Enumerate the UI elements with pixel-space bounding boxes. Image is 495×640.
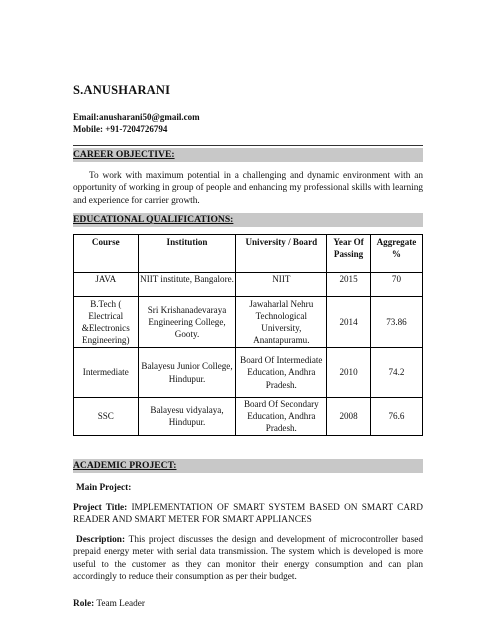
column-header-institution: Institution [138, 235, 236, 273]
project-role-label: Role: [73, 599, 95, 609]
table-cell: 2008 [327, 398, 371, 436]
column-header-aggregate: Aggregate % [370, 235, 422, 273]
project-role [73, 598, 423, 610]
project-title-label: Project Title: [73, 503, 128, 513]
table-cell: 2010 [327, 348, 371, 398]
career-objective-text: To work with maximum potential in a challenging and dynamic environment with an opportunity of working in group of people and enhancing my professional skills with learning and experience for carrier growth. [73, 171, 423, 206]
table-cell: Board Of Secondary Education, Andhra Pradesh. [236, 398, 327, 436]
project-description-label: Description: [76, 535, 126, 545]
table-cell: SSC [74, 398, 139, 436]
column-header-university: University / Board [236, 235, 327, 273]
academic-project-heading: ACADEMIC PROJECT: [73, 459, 423, 473]
table-cell: JAVA [74, 273, 139, 297]
table-cell: Intermediate [74, 348, 139, 398]
candidate-name: S.ANUSHARANI [73, 83, 171, 97]
table-cell: 2014 [327, 297, 371, 348]
table-cell: NIIT [236, 273, 327, 297]
table-cell: Jawaharlal Nehru Technological University, Anantapuramu. [236, 297, 327, 348]
project-title-text: IMPLEMENTATION OF SMART SYSTEM BASED ON SMART CARD READER AND SMART METER FOR SMART APPLIANCES [73, 503, 424, 526]
table-row [74, 398, 423, 436]
table-cell: NIIT institute, Bangalore. [138, 273, 236, 297]
divider [73, 145, 423, 146]
table-cell: B.Tech ( Electrical &Electronics Engineering) [74, 297, 139, 348]
table-row [74, 297, 423, 348]
column-header-year: Year Of Passing [327, 235, 371, 273]
table-cell: 2015 [327, 273, 371, 297]
mobile-line: Mobile: +91-7204726794 [73, 124, 168, 134]
main-project-label: Main Project: [76, 483, 132, 493]
email-line: Email:anusharani50@gmail.com [73, 112, 200, 122]
table-cell: Board Of Intermediate Education, Andhra Pradesh. [236, 348, 327, 398]
table-cell: 74.2 [370, 348, 422, 398]
education-table [73, 234, 423, 436]
project-description-text: This project discusses the design and development of microcontroller based prepaid energy meter with serial data transmission. The system which is developed is more useful to the customer as they can monitor their energy consumption and can plan accordingly to reduce their consumption as per their budget. [73, 535, 424, 582]
column-header-course: Course [74, 235, 139, 273]
table-cell: Sri Krishanadevaraya Engineering College, Gooty. [138, 297, 236, 348]
project-role-text: Team Leader [96, 599, 145, 609]
education-heading: EDUCATIONAL QUALIFICATIONS: [73, 213, 423, 227]
project-description [73, 534, 423, 583]
table-cell: 76.6 [370, 398, 422, 436]
career-objective-heading: CAREER OBJECTIVE: [73, 148, 423, 162]
table-cell: Balayesu Junior College, Hindupur. [138, 348, 236, 398]
table-cell: Balayesu vidyalaya, Hindupur. [138, 398, 236, 436]
table-row [74, 348, 423, 398]
table-cell: 73.86 [370, 297, 422, 348]
table-row [74, 273, 423, 297]
project-title [73, 502, 423, 527]
table-cell: 70 [370, 273, 422, 297]
table-header-row [74, 235, 423, 273]
